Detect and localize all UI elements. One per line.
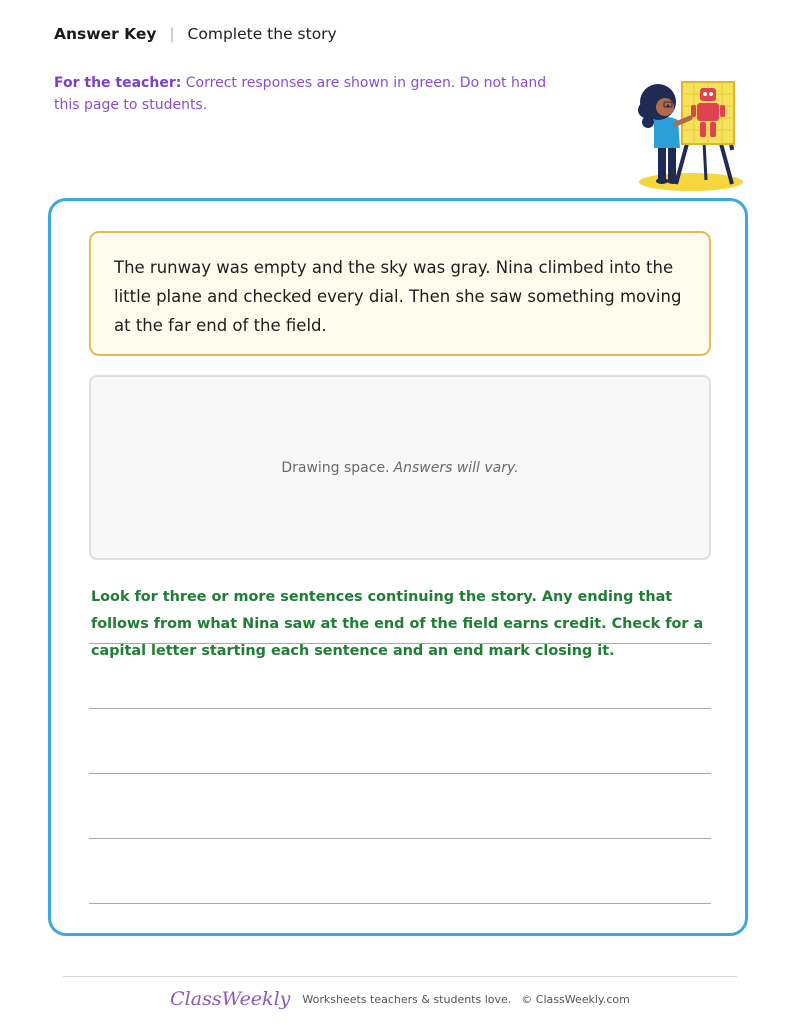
writing-line — [89, 708, 711, 709]
writing-line — [89, 838, 711, 839]
story-text: The runway was empty and the sky was gray. Nina climbed into the little plane and checked every dial. Then she saw something moving at the far end of the field. — [114, 258, 682, 335]
writing-line — [89, 773, 711, 774]
teacher-note-text: Correct responses are shown in green. Do not hand this page to students. — [54, 75, 547, 113]
teacher-note — [54, 72, 574, 116]
drawing-space — [89, 375, 711, 560]
teacher-note-lead: For the teacher: — [54, 75, 182, 91]
page-header — [54, 25, 337, 43]
footer-copyright: © ClassWeekly.com — [521, 992, 630, 1006]
header-separator: | — [169, 25, 175, 43]
page-title: Answer Key — [54, 25, 157, 43]
answer-text: Look for three or more sentences continuing the story. Any ending that follows from what Nina saw at the end of the field earns credit. Check for a capital letter starting each sentence and an end mark closing it. — [91, 589, 704, 659]
page-footer — [0, 988, 800, 1010]
girl-with-robot-drawing-easel-icon — [628, 80, 748, 196]
footer-divider — [63, 976, 737, 977]
drawing-space-note: Answers will vary. — [393, 459, 519, 476]
page-subtitle: Complete the story — [187, 25, 337, 43]
writing-line — [89, 903, 711, 904]
story-prompt-box — [89, 231, 711, 356]
drawing-space-label: Drawing space. — [281, 459, 390, 476]
brand-logo: ClassWeekly — [170, 988, 291, 1010]
footer-tagline: Worksheets teachers & students love. — [302, 992, 512, 1006]
